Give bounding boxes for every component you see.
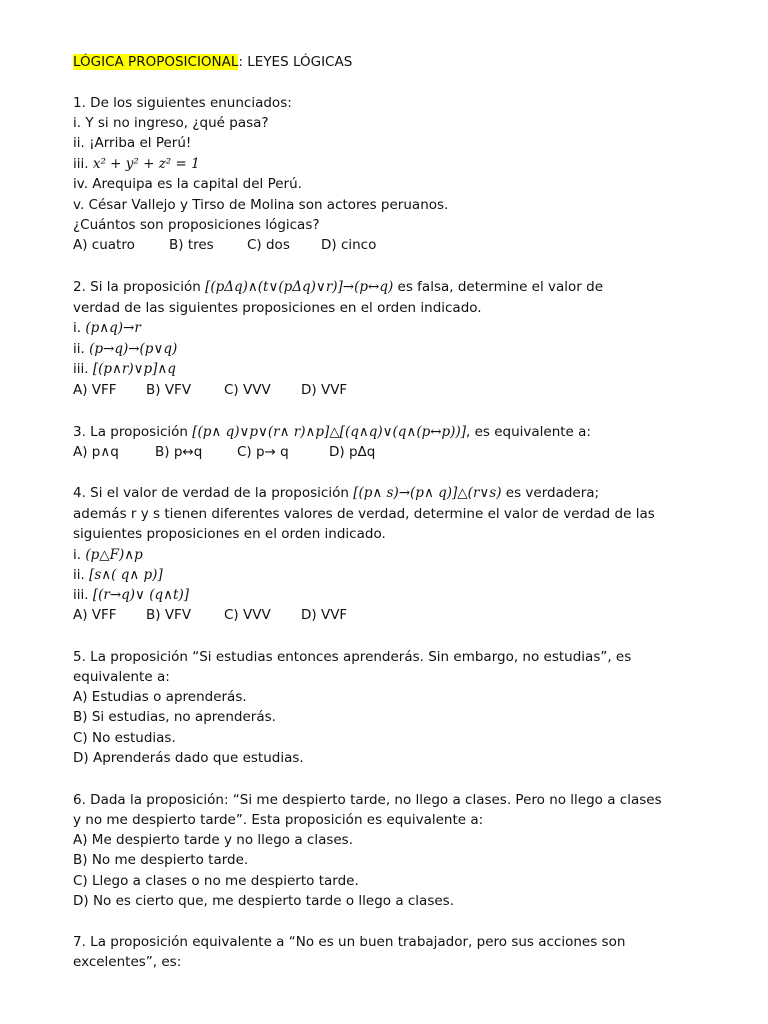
option-b: B) p↔q (155, 444, 203, 460)
q1-options (73, 235, 376, 255)
option-b: B) tres (169, 237, 214, 253)
math-expression: [s∧( q∧ p)] (89, 567, 163, 583)
document-title (73, 52, 352, 72)
q4-item-i (73, 545, 143, 565)
math-expression: x² + y² + z² = 1 (92, 156, 200, 172)
item-label: ii. (73, 341, 90, 357)
q2-item-ii (73, 339, 177, 359)
math-expression: [(pΔq)∧(t∨(pΔq)∨r)]→(p↔q) (205, 279, 394, 295)
q1-item-iii (73, 154, 200, 174)
q5-stem-continued: equivalente a: (73, 669, 170, 685)
math-expression: (p∧q)→r (85, 320, 141, 336)
item-label: ii. (73, 567, 90, 583)
option-d: D) VVF (301, 382, 348, 398)
item-label: i. (73, 547, 86, 563)
stem-text-after: es falsa, determine el valor de (393, 279, 604, 295)
item-label: iii. (73, 361, 93, 377)
q1-stem: 1. De los siguientes enunciados: (73, 95, 292, 111)
q1-item-iv: iv. Arequipa es la capital del Perú. (73, 176, 302, 192)
title-rest: : LEYES LÓGICAS (238, 54, 353, 70)
q5-option-c: C) No estudias. (73, 730, 176, 746)
q1-question: ¿Cuántos son proposiciones lógicas? (73, 217, 320, 233)
q7-stem: 7. La proposición equivalente a “No es un buen trabajador, pero sus acciones son (73, 934, 626, 950)
math-expression: (p→q)→(p∨q) (89, 341, 178, 357)
option-b: B) VFV (146, 607, 192, 623)
math-expression: [(p∧ q)∨p∨(r∧ r)∧p]△[(q∧q)∨(q∧(p↔p))] (192, 424, 466, 440)
item-label: iii. (73, 156, 93, 172)
option-b: B) VFV (146, 382, 192, 398)
math-expression: (p△F)∧p (85, 547, 143, 563)
q1-item-i: i. Y si no ingreso, ¿qué pasa? (73, 115, 269, 131)
option-a: A) VFF (73, 607, 117, 623)
item-label: i. (73, 320, 86, 336)
q3-options (73, 442, 375, 462)
q4-item-ii (73, 565, 163, 585)
q5-option-a: A) Estudias o aprenderás. (73, 689, 247, 705)
stem-text-after: es verdadera; (501, 485, 600, 501)
math-expression: [(r→q)∨ (q∧t)] (92, 587, 189, 603)
q2-stem (73, 277, 603, 297)
q4-stem-continued: además r y s tienen diferentes valores de verdad, determine el valor de verdad de las (73, 506, 655, 522)
q6-option-d: D) No es cierto que, me despierto tarde o llego a clases. (73, 893, 454, 909)
option-d: D) pΔq (329, 444, 376, 460)
q5-option-b: B) Si estudias, no aprenderás. (73, 709, 276, 725)
q3-stem (73, 422, 591, 442)
option-a: A) p∧q (73, 444, 119, 460)
option-a: A) VFF (73, 382, 117, 398)
option-c: C) p→ q (237, 444, 289, 460)
stem-text-after: , es equivalente a: (465, 424, 591, 440)
option-c: C) VVV (224, 382, 271, 398)
q2-options (73, 380, 347, 400)
option-c: C) VVV (224, 607, 271, 623)
q6-option-c: C) Llego a clases o no me despierto tarde. (73, 873, 359, 889)
option-d: D) VVF (301, 607, 348, 623)
q4-stem (73, 483, 599, 503)
q5-option-d: D) Aprenderás dado que estudias. (73, 750, 304, 766)
q4-item-iii (73, 585, 189, 605)
math-expression: [(p∧r)∨p]∧q (92, 361, 176, 377)
q6-option-b: B) No me despierto tarde. (73, 852, 249, 868)
option-a: A) cuatro (73, 237, 135, 253)
math-expression: [(p∧ s)→(p∧ q)]△(r∨s) (353, 485, 502, 501)
q6-option-a: A) Me despierto tarde y no llego a clases. (73, 832, 353, 848)
q5-stem: 5. La proposición “Si estudias entonces aprenderás. Sin embargo, no estudias”, es (73, 649, 632, 665)
q2-item-i (73, 318, 141, 338)
q1-item-v: v. César Vallejo y Tirso de Molina son actores peruanos. (73, 197, 449, 213)
q6-stem-continued: y no me despierto tarde”. Esta proposición es equivalente a: (73, 812, 484, 828)
stem-text: 3. La proposición (73, 424, 193, 440)
q2-stem-continued: verdad de las siguientes proposiciones en el orden indicado. (73, 300, 482, 316)
stem-text: 4. Si el valor de verdad de la proposición (73, 485, 354, 501)
q7-stem-continued: excelentes”, es: (73, 954, 182, 970)
q4-stem-continued-2: siguientes proposiciones en el orden indicado. (73, 526, 386, 542)
q2-item-iii (73, 359, 176, 379)
option-d: D) cinco (321, 237, 377, 253)
q4-options (73, 605, 347, 625)
stem-text: 2. Si la proposición (73, 279, 206, 295)
option-c: C) dos (247, 237, 290, 253)
q1-item-ii: ii. ¡Arriba el Perú! (73, 135, 192, 151)
q6-stem: 6. Dada la proposición: “Si me despierto tarde, no llego a clases. Pero no llego a clases (73, 792, 662, 808)
item-label: iii. (73, 587, 93, 603)
title-highlight: LÓGICA PROPOSICIONAL (73, 54, 239, 70)
